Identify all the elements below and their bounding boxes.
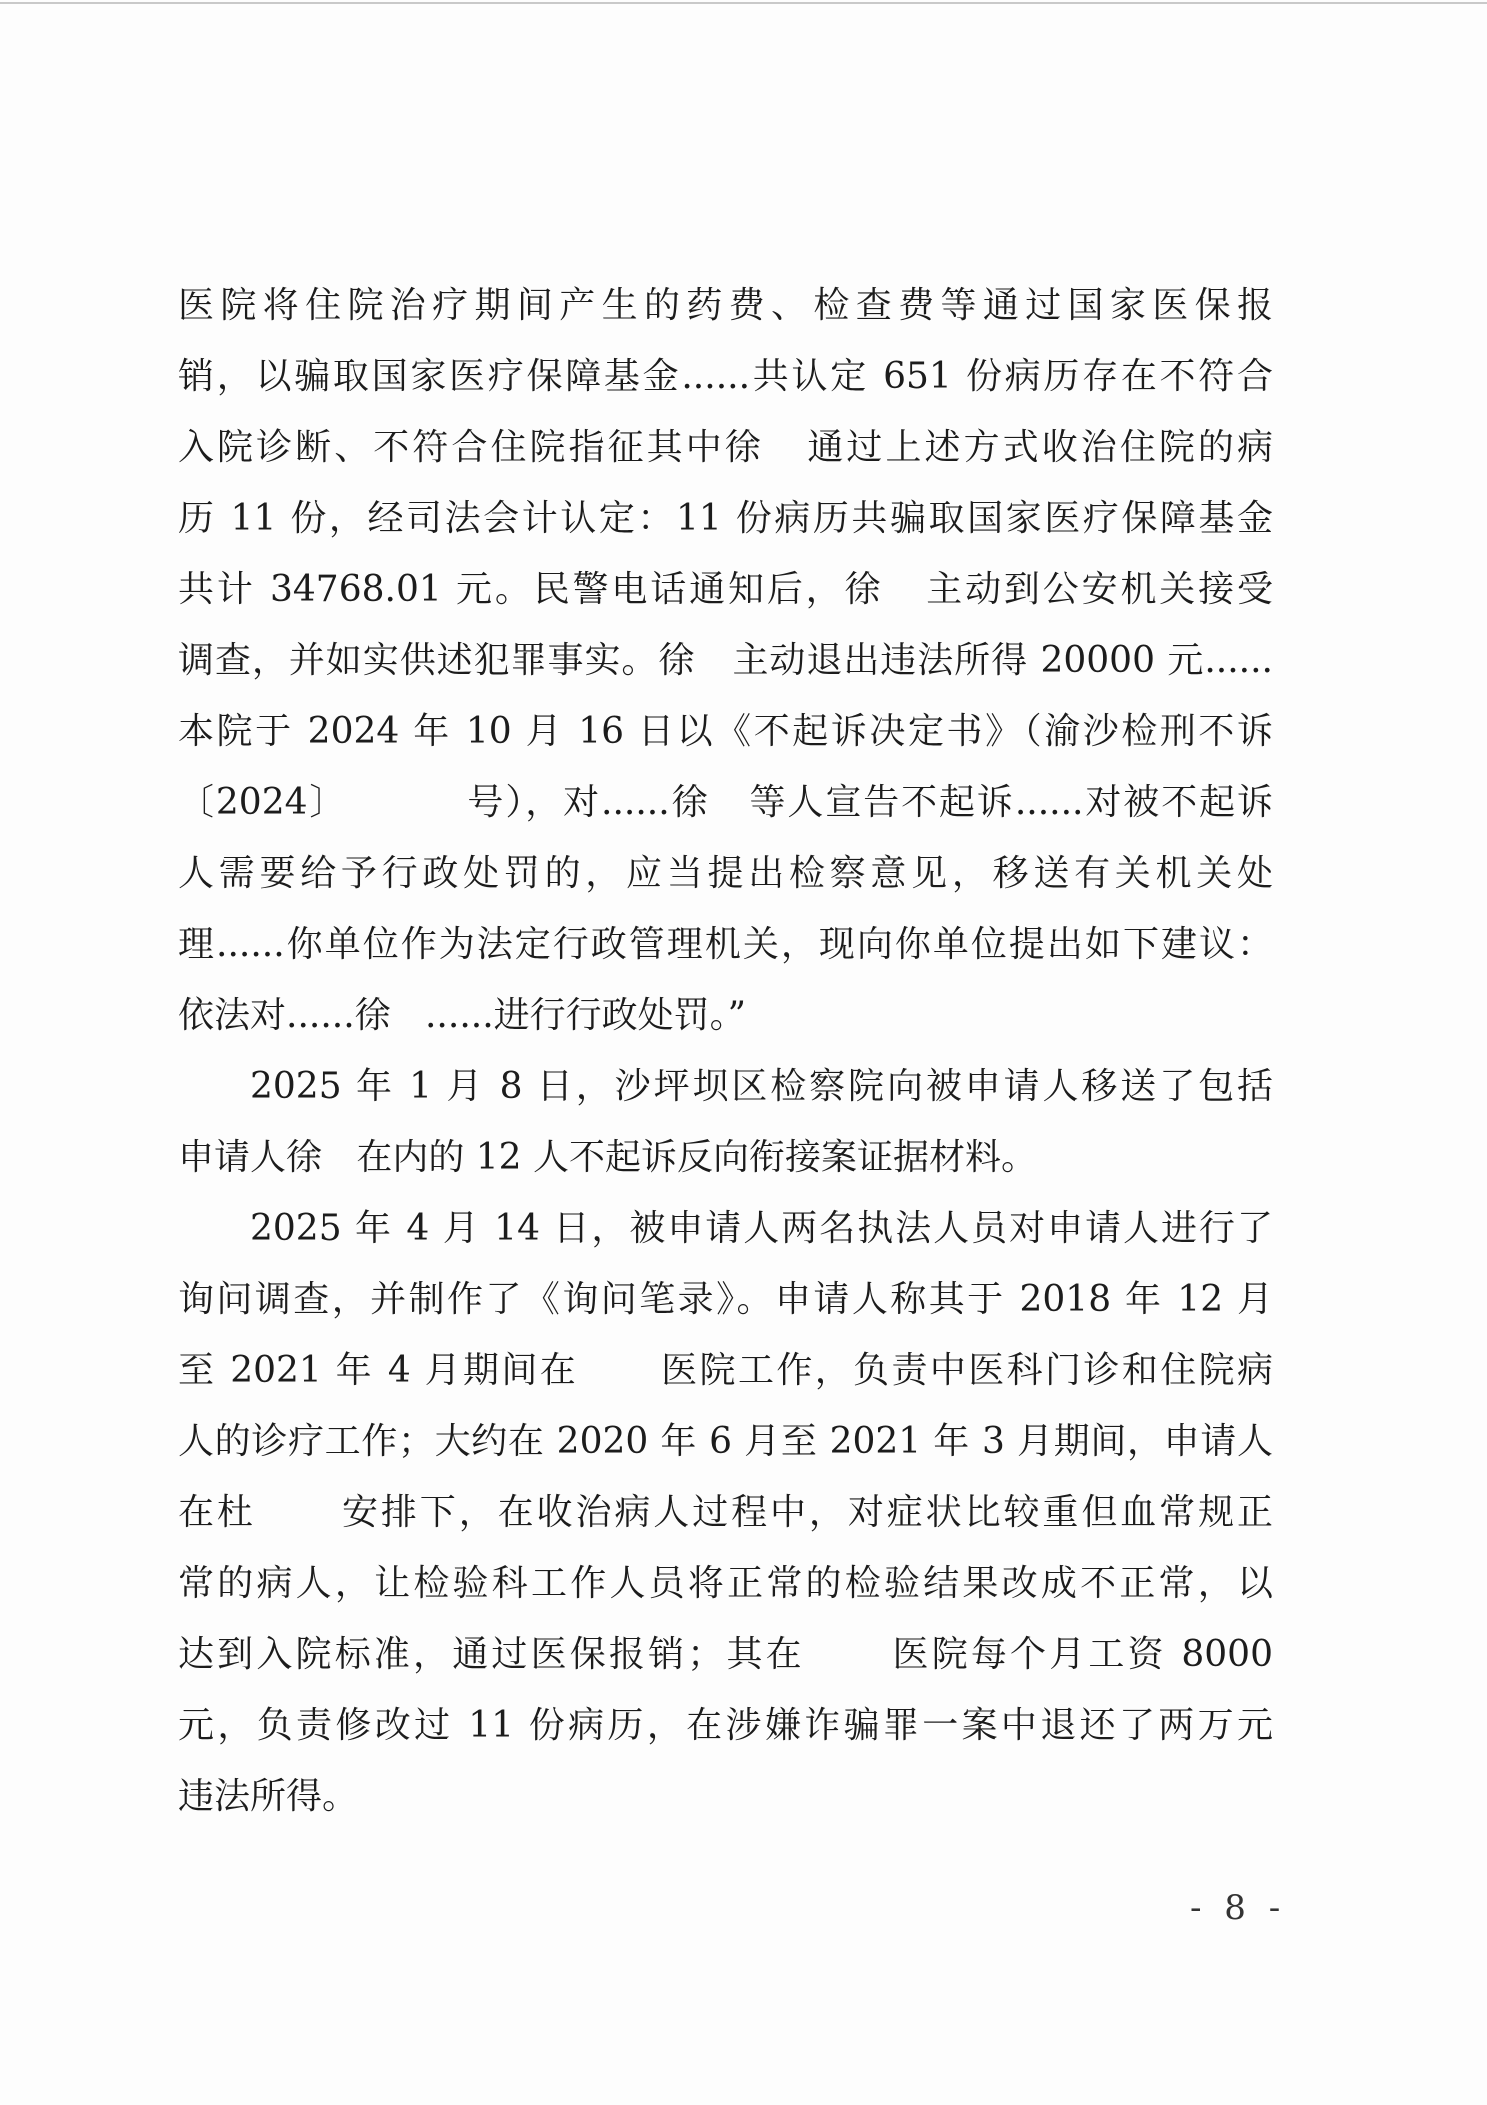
- text-line: 〔2024〕 号），对......徐 等人宣告不起诉......对被不起诉: [178, 782, 1273, 823]
- text-line: 达到入院标准，通过医保报销；其在 医院每个月工资 8000: [178, 1634, 1273, 1675]
- text-line: 历 11 份，经司法会计认定：11 份病历共骗取国家医疗保障基金: [178, 498, 1273, 539]
- text-line: 至 2021 年 4 月期间在 医院工作，负责中医科门诊和住院病: [178, 1350, 1273, 1391]
- paragraph-3: [178, 1193, 1273, 1832]
- text-line: 理......你单位作为法定行政管理机关，现向你单位提出如下建议：: [178, 924, 1273, 965]
- paragraph-2: [178, 1051, 1273, 1193]
- text-line: 人需要给予行政处罚的，应当提出检察意见，移送有关机关处: [178, 853, 1273, 894]
- text-line: 人的诊疗工作；大约在 2020 年 6 月至 2021 年 3 月期间，申请人: [178, 1421, 1273, 1462]
- text-line: 销，以骗取国家医疗保障基金......共认定 651 份病历存在不符合: [178, 356, 1273, 397]
- text-line: 在杜 安排下，在收治病人过程中，对症状比较重但血常规正: [178, 1492, 1273, 1533]
- text-line: 申请人徐 在内的 12 人不起诉反向衔接案证据材料。: [178, 1137, 1038, 1178]
- document-body: [178, 270, 1273, 1832]
- text-line: 入院诊断、不符合住院指征其中徐 通过上述方式收治住院的病: [178, 427, 1273, 468]
- text-line: 2025 年 1 月 8 日，沙坪坝区检察院向被申请人移送了包括: [250, 1066, 1273, 1107]
- text-line: 常的病人，让检验科工作人员将正常的检验结果改成不正常，以: [178, 1563, 1273, 1604]
- text-line: 调查，并如实供述犯罪事实。徐 主动退出违法所得 20000 元......: [178, 640, 1273, 681]
- page-number: - 8 -: [1190, 1888, 1287, 1928]
- text-line: 依法对......徐 ......进行行政处罚。”: [178, 995, 747, 1036]
- paragraph-1: [178, 270, 1273, 1051]
- text-line: 询问调查，并制作了《询问笔录》。申请人称其于 2018 年 12 月: [178, 1279, 1273, 1320]
- top-border-line: [0, 2, 1487, 4]
- text-line: 2025 年 4 月 14 日，被申请人两名执法人员对申请人进行了: [250, 1208, 1273, 1249]
- text-line: 医院将住院治疗期间产生的药费、检查费等通过国家医保报: [178, 285, 1273, 326]
- text-line: 本院于 2024 年 10 月 16 日以《不起诉决定书》（渝沙检刑不诉: [178, 711, 1273, 752]
- text-line: 违法所得。: [178, 1776, 359, 1817]
- text-line: 共计 34768.01 元。民警电话通知后，徐 主动到公安机关接受: [178, 569, 1273, 610]
- text-line: 元，负责修改过 11 份病历，在涉嫌诈骗罪一案中退还了两万元: [178, 1705, 1273, 1746]
